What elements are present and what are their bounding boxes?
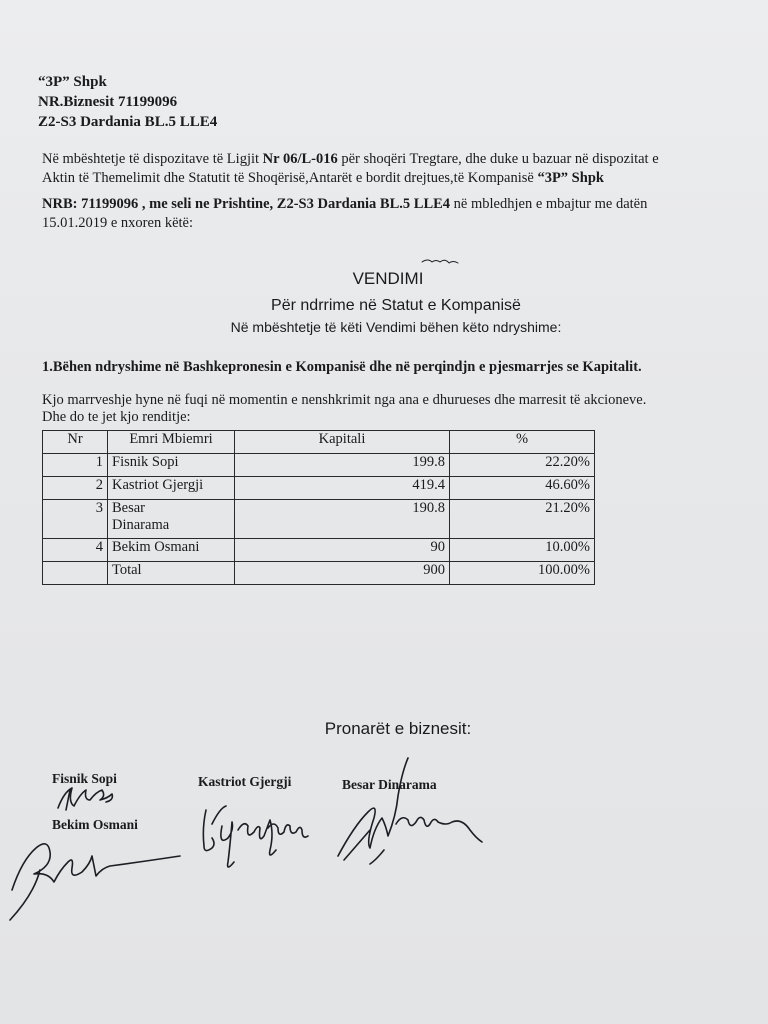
company-name-inline: “3P” Shpk [537,170,604,186]
cell-capital: 190.8 [235,500,450,539]
decision-title: VENDIMI [352,269,424,288]
cell-percent: 22.20% [450,454,595,477]
signature-bekim-osmani [10,844,180,920]
cell-capital: 419.4 [235,477,450,500]
law-number: Nr 06/L-016 [262,151,338,167]
decision-subtitle-2: Në mbështetje të këti Vendimi bëhen këto ndryshime: [230,319,562,335]
header-capital: Kapitali [235,431,450,454]
preamble-text: në mbledhjen e mbajtur me datën [450,196,648,212]
signature-kastriot-gjergji [203,806,308,867]
cell-capital: 90 [235,539,450,562]
header-nr: Nr [43,431,108,454]
cell-nr: 4 [43,539,108,562]
table-row [43,500,595,539]
business-number: NR.Biznesit 71199096 [38,94,178,110]
header-percent: % [450,431,595,454]
ink-mark [422,260,458,263]
total-percent: 100.00% [450,562,595,585]
signatory-name: Kastriot Gjergji [198,774,292,789]
table-row [43,477,595,500]
total-label: Total [108,562,235,585]
preamble-text: Aktin të Themelimit dhe Statutit të Shoqërisë,Antarët e bordit drejtues,të Kompanisë [42,170,538,186]
table-row [43,454,595,477]
cell-percent: 46.60% [450,477,595,500]
nrb-line: NRB: 71199096 , me seli ne Prishtine, Z2-S3 Dardania BL.5 LLE4 [42,196,451,212]
total-capital: 900 [235,562,450,585]
cell-percent: 21.20% [450,500,595,539]
cell-nr: 2 [43,477,108,500]
cell-nr: 3 [43,500,108,539]
preamble-paragraph [42,150,768,188]
intro-paragraph [42,392,646,426]
signatory-name: Besar Dinarama [342,777,437,792]
cell-nr: 1 [43,454,108,477]
point-1: 1.Bëhen ndryshime në Bashkepronesin e Kompanisë dhe në perqindjn e pjesmarrjes se Kapitalit. [42,359,642,375]
cell-name-line: Besar [112,500,146,516]
table-row [43,539,595,562]
owners-title: Pronarët e biznesit: [324,719,472,738]
signatory-name: Bekim Osmani [52,817,138,832]
header-name: Emri Mbiemri [108,431,235,454]
preamble-text: për shoqëri Tregtare, dhe duke u bazuar në dispozitat e [337,151,659,167]
cell-name-line: Dinarama [112,517,170,533]
signature-fisnik-sopi [58,788,112,810]
company-header [38,72,217,132]
cell-capital: 199.8 [235,454,450,477]
cell-percent: 10.00% [450,539,595,562]
company-address: Z2-S3 Dardania BL.5 LLE4 [38,114,218,130]
cell-name: Bekim Osmani [108,539,235,562]
intro-line: Kjo marrveshje hyne në fuqi në momentin e nenshkrimit nga ana e dhurueses dhe marresit të akcioneve. [42,392,647,408]
table-header-row [43,431,595,454]
company-name: “3P” Shpk [38,74,107,90]
cell-name [108,500,235,539]
cell-name: Fisnik Sopi [108,454,235,477]
shareholder-table [42,430,595,585]
preamble-text: Në mbështetje të dispozitave të Ligjit [42,151,263,167]
signature-besar-dinarama [338,758,482,864]
signatory-name: Fisnik Sopi [52,771,117,786]
cell-name: Kastriot Gjergji [108,477,235,500]
cell-nr-empty [43,562,108,585]
decision-subtitle: Për ndrrime në Statut e Kompanisë [271,297,521,314]
meeting-date-line: 15.01.2019 e nxoren këtë: [42,215,194,231]
table-total-row [43,562,595,585]
preamble-paragraph-2 [42,195,768,233]
intro-line: Dhe do te jet kjo renditje: [42,409,191,425]
